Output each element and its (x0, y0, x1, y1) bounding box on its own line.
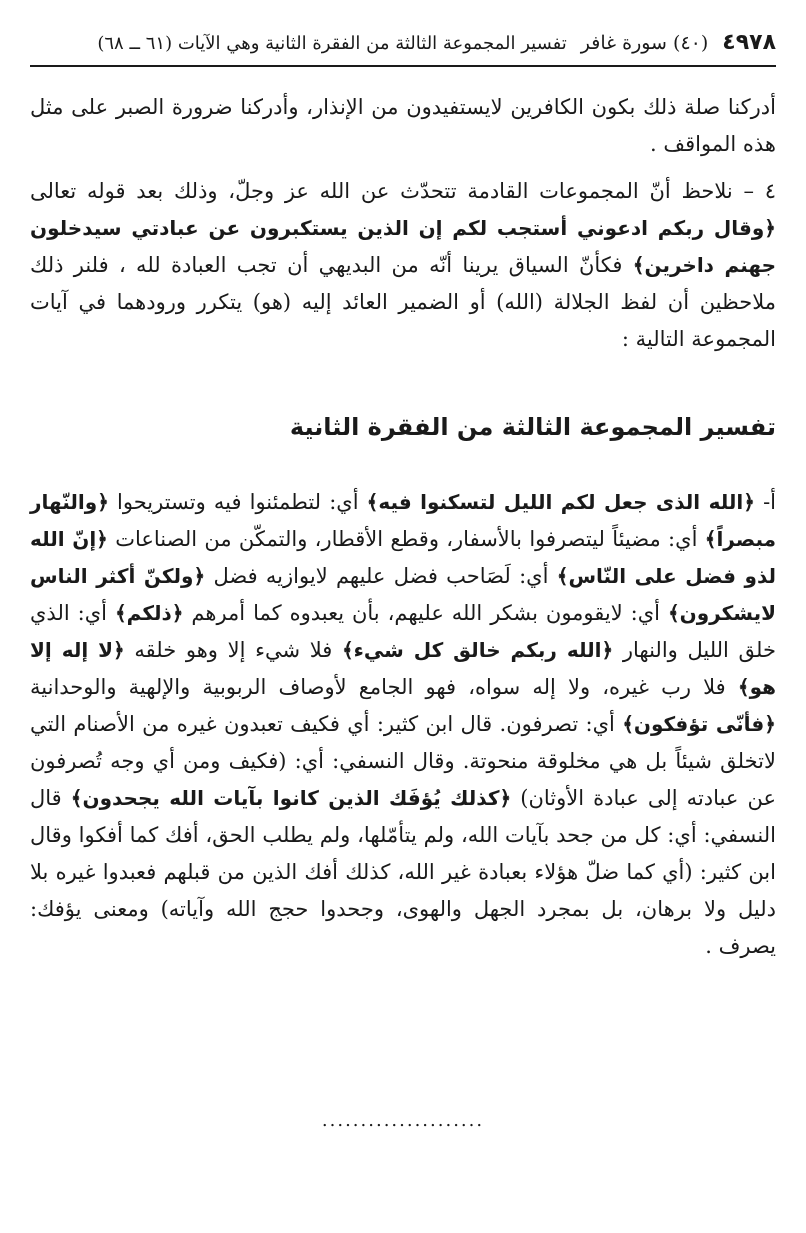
commentary-paragraph (30, 484, 776, 965)
verse-quote: ﴿ولكنّ أكثر الناس لايشكرون﴾ (30, 564, 776, 625)
commentary-text: أ- (754, 490, 776, 514)
commentary-text: أي: لتطمئنوا فيه وتستريحوا (108, 490, 367, 514)
verse-quote: ﴿الله الذى جعل لكم الليل لتسكنوا فيه﴾ (366, 490, 755, 514)
running-header (30, 28, 776, 67)
running-title: تفسير المجموعة الثالثة من الفقرة الثانية وهي الآيات (٦١ ــ ٦٨) (97, 33, 567, 54)
verse-quote: ﴿ذلكم﴾ (114, 601, 184, 625)
commentary-text: أي: تصرفون. قال ابن كثير: أي فكيف تعبدون غيره من الأصنام التي لاتخلق شيئاً بل هي مخلوقة منحوتة. وقال النسفي: أي: (فكيف ومن أي وجه تُصرفون عن عبادته إلى عبادة الأوثان) (30, 712, 776, 810)
verse-quote: ﴿فأنّى تؤفكون﴾ (622, 712, 777, 736)
page-content (30, 89, 776, 965)
verse-quote: ﴿لا إله إلا هو﴾ (30, 638, 776, 699)
verse-quote: ﴿إنّ الله لذو فضل على النّاس﴾ (30, 527, 777, 588)
surah-label: (٤٠) سورة غافر (580, 32, 709, 54)
intro-p2-text-c: فكأنّ السياق يرينا أنّه من البديهي أن تجب العبادة لله ، فلنر ذلك ملاحظين أن لفظ الجلالة (الله) أو الضمير العائد إليه (هو) يتكرر ورودهما في آيات المجموعة التالية : (30, 253, 776, 351)
commentary-text: أي: لَصَاحب فضل عليهم لايوازيه فضل (205, 564, 557, 588)
commentary-text: فلا رب غيره، ولا إله سواه، فهو الجامع لأوصاف الربوبية والإلهية والوحدانية (30, 675, 738, 699)
commentary-text: أي: مضيئاً ليتصرفوا بالأسفار، وقطع الأقطار، والتمكّن من الصناعات (107, 527, 705, 551)
commentary-text: أي: لايقومون بشكر الله عليهم، بأن يعبدوه كما أمرهم (183, 601, 668, 625)
quran-verse-quote: ﴿وقال ربكم ادعوني أستجب لكم إن الذين يستكبرون عن عبادتي سيدخلون جهنم داخرين﴾ (30, 216, 776, 277)
section-heading: تفسير المجموعة الثالثة من الفقرة الثانية (289, 413, 776, 441)
verse-quote: ﴿كذلك يُؤفَك الذين كانوا بآيات الله يجحدون﴾ (70, 786, 512, 810)
page (30, 28, 777, 1131)
commentary-text: أي: الذي خلق الليل والنهار (30, 601, 776, 662)
commentary-text: فلا شيء إلا وهو خلقه (124, 638, 342, 662)
verse-quote: ﴿والنّهار مبصراً﴾ (30, 490, 776, 551)
verse-quote: ﴿الله ربكم خالق كل شيء﴾ (341, 638, 614, 662)
page-number: ٤٩٧٨ (722, 30, 776, 55)
intro-paragraph-2 (30, 173, 776, 358)
intro-p2-text-a: ٤ – نلاحظ أنّ المجموعات القادمة تتحدّث عن الله عز وجلّ، وذلك بعد قوله تعالى (30, 179, 776, 203)
commentary-text: قال النسفي: أي: كل من جحد بآيات الله، ولم يتأمّلها، ولم يطلب الحق، أفك كما أفكوا وقال ابن كثير: (أي كما ضلّ هؤلاء بعبادة غير الله، كذلك أفك الذين من قبلهم فعبدوا غيره بلا دليل ولا برهان، بل بمجرد الجهل والهوى، وجحدوا حجج الله وآياته) ومعنى يؤفك: يصرف . (30, 786, 776, 958)
intro-paragraph-1: أدركنا صلة ذلك بكون الكافرين لايستفيدون من الإنذار، وأدركنا ضرورة الصبر على مثل هذه المواقف . (30, 95, 776, 156)
section-separator: ..................... (321, 1110, 485, 1131)
